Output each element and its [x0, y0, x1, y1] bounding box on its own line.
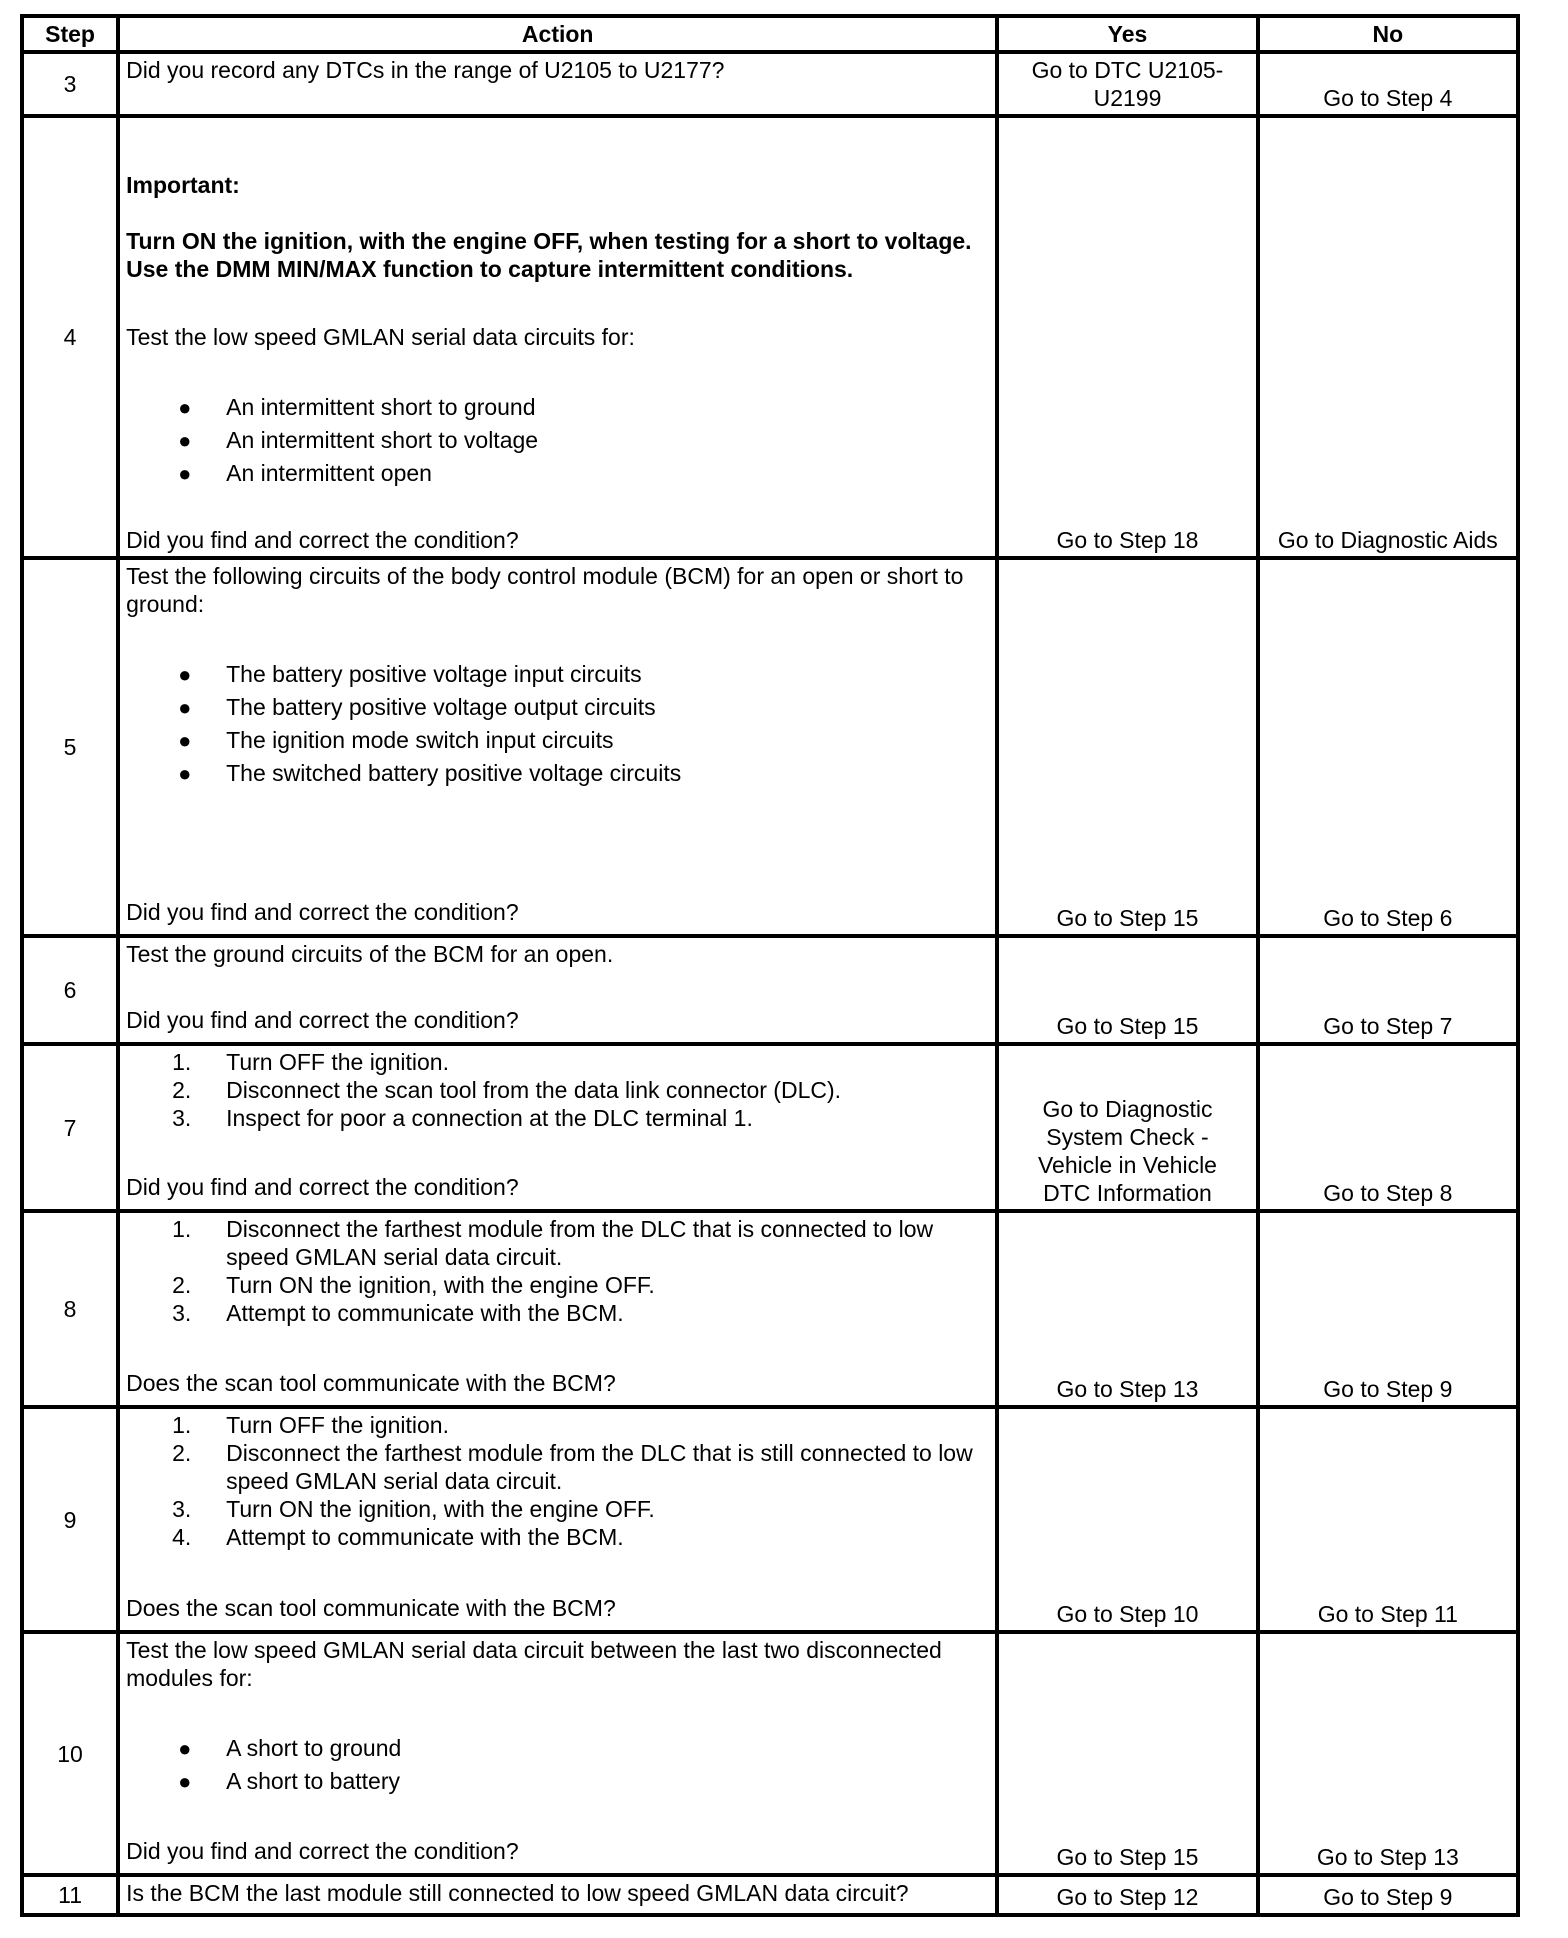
question-text: Did you find and correct the condition? [126, 1838, 519, 1864]
header-no: No [1258, 16, 1518, 52]
list-item: 1. Turn OFF the ignition. [172, 1049, 449, 1075]
important-title: Important: [126, 172, 240, 198]
step-number: 5 [22, 558, 118, 936]
question-text: Did you find and correct the condition? [126, 1174, 519, 1200]
list-item: 2. Disconnect the scan tool from the data link connector (DLC). [172, 1077, 842, 1103]
bullet-icon: ● [178, 428, 192, 453]
numbered-list [126, 1215, 989, 1327]
question-text: Did you find and correct the condition? [126, 527, 519, 553]
action-cell [118, 936, 997, 1044]
no-cell: Go to Step 9 [1258, 1875, 1518, 1915]
important-body: Turn ON the ignition, with the engine OFF, when testing for a short to voltage. Use the DMM MIN/MAX function to capture intermittent conditions. [126, 228, 972, 282]
question-text: Does the scan tool communicate with the BCM? [126, 1595, 616, 1621]
no-cell: Go to Step 13 [1258, 1632, 1518, 1875]
table-row-step-4 [22, 116, 1518, 558]
step-number: 3 [22, 52, 118, 116]
list-item: ● The battery positive voltage output circuits [126, 691, 989, 724]
yes-cell: Go to DTC U2105-U2199 [997, 52, 1257, 116]
bullet-icon: ● [178, 728, 192, 753]
action-cell [118, 116, 997, 558]
yes-cell: Go to Step 15 [997, 936, 1257, 1044]
action-cell [118, 1632, 997, 1875]
diagnostic-table [20, 14, 1520, 1917]
action-cell [118, 1211, 997, 1407]
bullet-icon: ● [178, 1769, 192, 1794]
no-cell: Go to Step 6 [1258, 558, 1518, 936]
yes-cell: Go to Step 10 [997, 1407, 1257, 1632]
action-intro: Test the ground circuits of the BCM for an open. [126, 941, 614, 967]
action-text: Did you record any DTCs in the range of U2105 to U2177? [126, 57, 725, 83]
table-row-step-8 [22, 1211, 1518, 1407]
bullet-list [126, 658, 989, 790]
step-number: 8 [22, 1211, 118, 1407]
list-item: 2. Disconnect the farthest module from the DLC that is still connected to low speed GMLAN serial data circuit. [172, 1440, 973, 1494]
yes-cell: Go to Step 13 [997, 1211, 1257, 1407]
table-row-step-11 [22, 1875, 1518, 1915]
list-item: 1. Turn OFF the ignition. [172, 1412, 449, 1438]
numbered-list [126, 1048, 989, 1132]
list-item: ● A short to ground [126, 1732, 989, 1765]
action-intro: Test the low speed GMLAN serial data circuits for: [126, 324, 635, 350]
bullet-icon: ● [178, 662, 192, 687]
yes-cell: Go to Step 12 [997, 1875, 1257, 1915]
bullet-icon: ● [178, 761, 192, 786]
list-item: 2. Turn ON the ignition, with the engine OFF. [172, 1272, 655, 1298]
no-cell: Go to Step 9 [1258, 1211, 1518, 1407]
no-cell: Go to Diagnostic Aids [1258, 116, 1518, 558]
bullet-icon: ● [178, 461, 192, 486]
table-row-step-10 [22, 1632, 1518, 1875]
header-yes: Yes [997, 16, 1257, 52]
table-row-step-6 [22, 936, 1518, 1044]
list-item: ● The battery positive voltage input circuits [126, 658, 989, 691]
action-intro: Test the low speed GMLAN serial data circuit between the last two disconnected modules for: [126, 1637, 942, 1691]
bullet-icon: ● [178, 395, 192, 420]
no-cell: Go to Step 4 [1258, 52, 1518, 116]
list-item: ● The ignition mode switch input circuits [126, 724, 989, 757]
numbered-list [126, 1411, 989, 1551]
yes-cell: Go to Diagnostic System Check - Vehicle in Vehicle DTC Information [997, 1044, 1257, 1211]
list-item: ● The switched battery positive voltage circuits [126, 757, 989, 790]
list-item: 3. Turn ON the ignition, with the engine OFF. [172, 1496, 655, 1522]
question-text: Did you find and correct the condition? [126, 1007, 519, 1033]
yes-cell: Go to Step 18 [997, 116, 1257, 558]
no-cell: Go to Step 7 [1258, 936, 1518, 1044]
question-text: Did you find and correct the condition? [126, 899, 519, 925]
step-number: 7 [22, 1044, 118, 1211]
header-row [22, 16, 1518, 52]
list-item: 3. Inspect for poor a connection at the DLC terminal 1. [172, 1105, 753, 1131]
yes-cell: Go to Step 15 [997, 558, 1257, 936]
action-text: Is the BCM the last module still connected to low speed GMLAN data circuit? [126, 1880, 909, 1906]
bullet-icon: ● [178, 1736, 192, 1761]
step-number: 10 [22, 1632, 118, 1875]
step-number: 6 [22, 936, 118, 1044]
list-item: 1. Disconnect the farthest module from the DLC that is connected to low speed GMLAN serial data circuit. [172, 1216, 934, 1270]
header-step: Step [22, 16, 118, 52]
no-cell: Go to Step 8 [1258, 1044, 1518, 1211]
list-item: ● An intermittent open [126, 457, 989, 490]
action-cell [118, 52, 997, 116]
list-item: ● An intermittent short to ground [126, 391, 989, 424]
action-cell [118, 1044, 997, 1211]
bullet-list [126, 1732, 989, 1798]
yes-cell: Go to Step 15 [997, 1632, 1257, 1875]
table-row-step-7 [22, 1044, 1518, 1211]
list-item: ● A short to battery [126, 1765, 989, 1798]
table-row-step-3 [22, 52, 1518, 116]
bullet-icon: ● [178, 695, 192, 720]
step-number: 11 [22, 1875, 118, 1915]
header-action: Action [118, 16, 997, 52]
no-cell: Go to Step 11 [1258, 1407, 1518, 1632]
action-cell [118, 1875, 997, 1915]
question-text: Does the scan tool communicate with the BCM? [126, 1370, 616, 1396]
action-cell [118, 558, 997, 936]
table-row-step-9 [22, 1407, 1518, 1632]
step-number: 9 [22, 1407, 118, 1632]
step-number: 4 [22, 116, 118, 558]
list-item: 4. Attempt to communicate with the BCM. [172, 1524, 624, 1550]
action-cell [118, 1407, 997, 1632]
list-item: 3. Attempt to communicate with the BCM. [172, 1300, 624, 1326]
bullet-list [126, 391, 989, 490]
action-intro: Test the following circuits of the body control module (BCM) for an open or short to ground: [126, 563, 964, 617]
list-item: ● An intermittent short to voltage [126, 424, 989, 457]
table-row-step-5 [22, 558, 1518, 936]
